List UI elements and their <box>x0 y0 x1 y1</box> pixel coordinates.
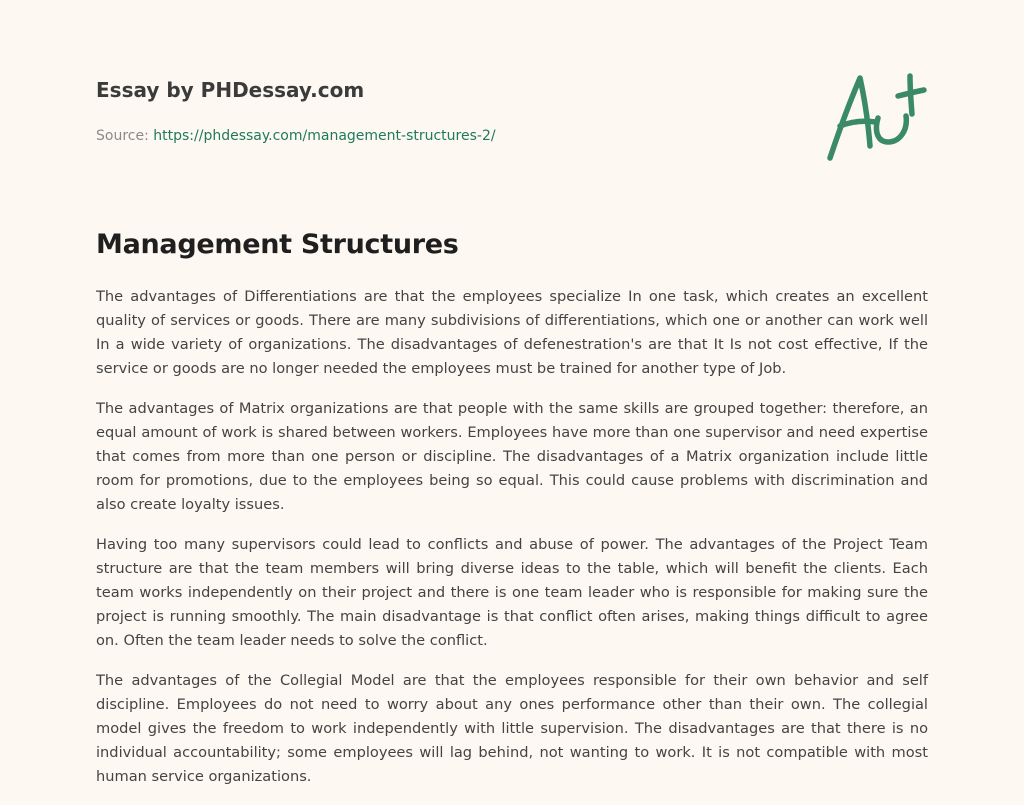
paragraph: The advantages of the Collegial Model are that the employees responsible for their own behavior and self discipline. Employees do not need to worry about any ones performance other than their own. The collegial model gives the freedom to work independently with little supervision. The disadvantages are that there is no individual accountability; some employees will lag behind, not wanting to work. It is not compatible with most human service organizations. <box>96 672 928 785</box>
paragraph: Having too many supervisors could lead to conflicts and abuse of power. The advantages of the Project Team structure are that the team members will bring diverse ideas to the table, which will benefit the clients. Each team works independently on their project and there is one team leader who is responsible for making sure the project is running smoothly. The main disadvantage is that conflict often arises, making things difficult to agree on. Often the team leader needs to solve the conflict. <box>96 536 928 649</box>
site-brand: Essay by PHDessay.com <box>96 78 365 102</box>
a-plus-grade-icon <box>820 66 930 166</box>
paragraph: The advantages of Differentiations are that the employees specialize In one task, which creates an excellent quality of services or goods. There are many subdivisions of differentiations, which one or another can work well In a wide variety of organizations. The disadvantages of defenestration's are that It Is not cost effective, If the service or goods are no longer needed the employees must be trained for another type of Job. <box>96 288 928 377</box>
paragraph: The advantages of Matrix organizations are that people with the same skills are grouped together: therefore, an equal amount of work is shared between workers. Employees have more than one supervisor and need expertise that comes from more than one person or discipline. The disadvantages of a Matrix organization include little room for promotions, due to the employees being so equal. This could cause problems with discrimination and also create loyalty issues. <box>96 400 928 513</box>
article-body <box>96 285 928 805</box>
source-link[interactable]: https://phdessay.com/management-structures-2/ <box>153 128 496 144</box>
article-title: Management Structures <box>96 229 459 260</box>
source-line <box>96 126 756 146</box>
essay-header <box>96 76 756 146</box>
source-label: Source: <box>96 128 149 144</box>
